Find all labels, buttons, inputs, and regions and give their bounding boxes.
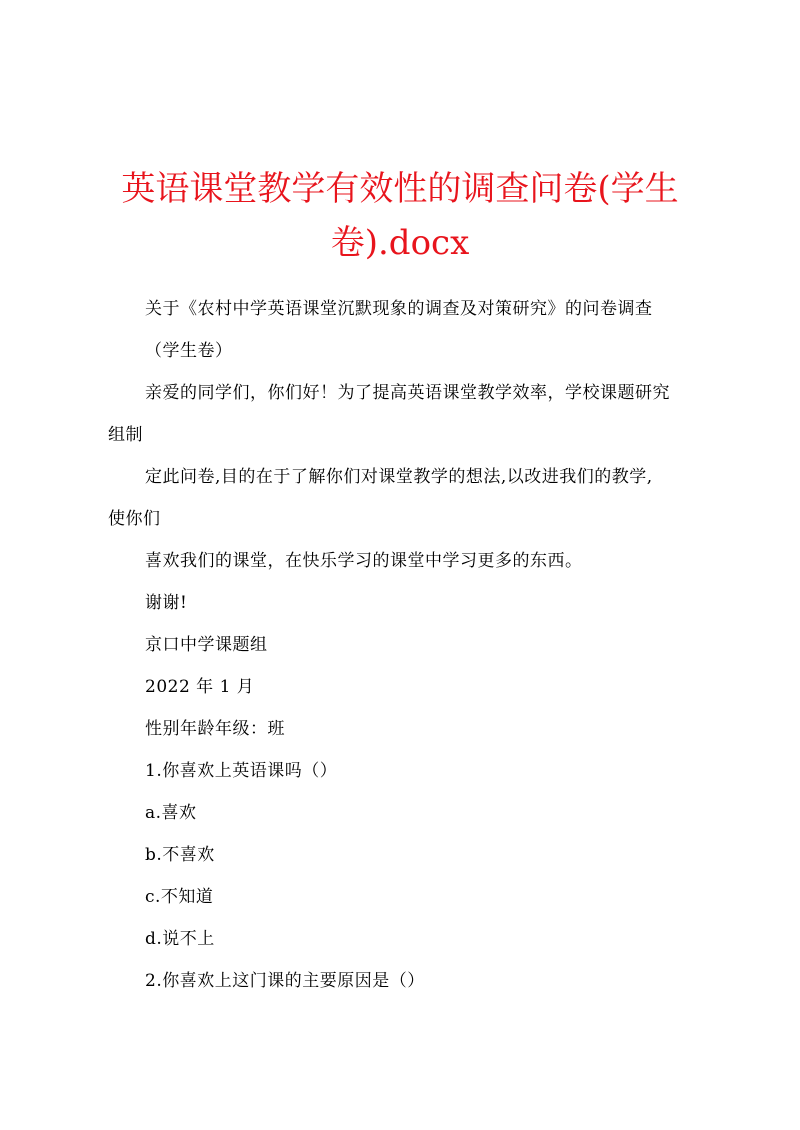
question-1: 1.你喜欢上英语课吗（）: [145, 761, 338, 781]
subtitle-line: （学生卷）: [145, 341, 233, 361]
group-line: 京口中学课题组: [145, 635, 268, 655]
date-line: 2022 年 1 月: [145, 677, 255, 697]
question-2: 2.你喜欢上这门课的主要原因是（）: [145, 971, 425, 991]
option-b: b.不喜欢: [145, 845, 215, 865]
title-line-1: 英语课堂教学有效性的调查问卷(学生: [121, 169, 679, 209]
title-line-2: 卷).docx: [330, 223, 470, 263]
option-d: d.说不上: [145, 929, 215, 949]
purpose-line-cont: 使你们: [108, 509, 161, 529]
purpose-line-end: 喜欢我们的课堂，在快乐学习的课堂中学习更多的东西。: [145, 551, 583, 571]
option-c: c.不知道: [145, 887, 214, 907]
option-a: a.喜欢: [145, 803, 197, 823]
intro-line: 关于《农村中学英语课堂沉默现象的调查及对策研究》的问卷调查: [145, 299, 653, 319]
greeting-line: 亲爱的同学们，你们好！为了提高英语课堂教学效率，学校课题研究: [145, 383, 670, 403]
thanks-line: 谢谢!: [145, 593, 188, 613]
greeting-line-cont: 组制: [108, 425, 143, 445]
info-line: 性别年龄年级：班: [145, 719, 285, 739]
purpose-line: 定此问卷,目的在于了解你们对课堂教学的想法,以改进我们的教学,: [145, 467, 653, 487]
